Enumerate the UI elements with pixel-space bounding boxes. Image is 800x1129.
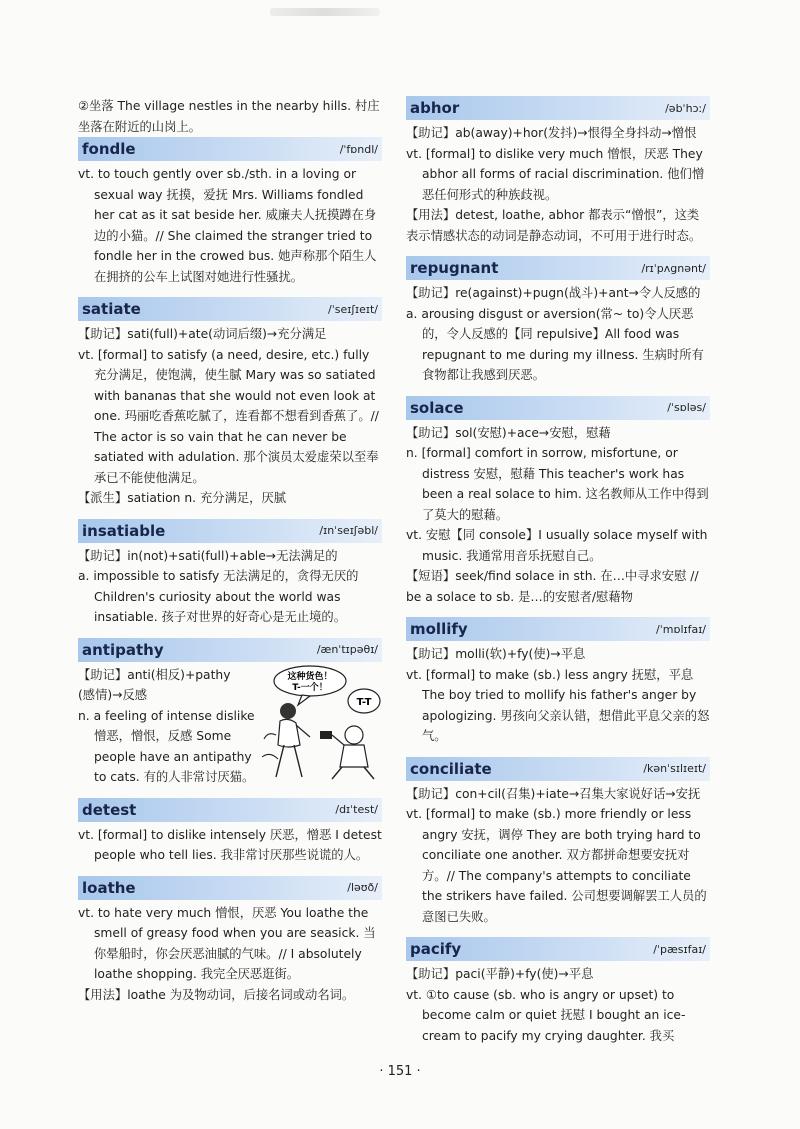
entry-mollify bbox=[406, 617, 710, 747]
pronunciation: /ˈmɒlɪfaɪ/ bbox=[656, 622, 706, 636]
entry-header bbox=[78, 638, 382, 662]
definition: vt. [formal] to satisfy (a need, desire, etc.) fully 充分满足，使饱满，使生腻 Mary was so satiated with bananas that she would not even look at one. 玛丽吃香蕉吃腻了，连看都不想看到香蕉了。// The actor is so vain that he can never be satiated with adulation. 那个演员太爱虚荣以至奉承已不能使他满足。 bbox=[78, 347, 379, 485]
definition: vt. [formal] to make (sb.) more friendly or less angry 安抚，调停 They are both trying hard to conciliate one another. 双方都拼命想要安抚对方。// The company's attempts to conciliate the strikers have failed. 公司想要调解罢工人员的意图已失败。 bbox=[406, 807, 707, 924]
usage-note: 【用法】loathe 为及物动词，后接名词或动名词。 bbox=[78, 987, 355, 1002]
pronunciation: /ˈseɪʃɪeɪt/ bbox=[328, 302, 378, 316]
definition: vt. [formal] to dislike intensely 厌恶，憎恶 I detest people who tell lies. 我非常讨厌那些说谎的人。 bbox=[78, 827, 382, 862]
mnemonic: 【助记】paci(平静)+fy(使)→平息 bbox=[406, 967, 594, 981]
entry-loathe bbox=[78, 876, 382, 1006]
entry-repugnant bbox=[406, 256, 710, 386]
headword: detest bbox=[82, 800, 137, 819]
headword: antipathy bbox=[82, 640, 164, 659]
definition: vt. to hate very much 憎恨，厌恶 You loathe the smell of greasy food when you are seasick. 当你晕船时，你会厌恶油腻的气味。// I absolutely loathe shopping. 我完全厌恶逛街。 bbox=[78, 905, 376, 981]
entry-header bbox=[78, 876, 382, 900]
entry-antipathy bbox=[78, 638, 382, 788]
left-column bbox=[78, 96, 382, 1015]
mnemonic: 【助记】ab(away)+hor(发抖)→恨得全身抖动→憎恨 bbox=[406, 126, 697, 140]
usage-note: 【用法】detest, loathe, abhor 都表示“憎恨”，这类表示情感状态的动词是静态动词，不可用于进行时态。 bbox=[406, 208, 702, 243]
continuation-text: ②坐落 The village nestles in the nearby hills. 村庄坐落在附近的山岗上。 bbox=[78, 99, 380, 134]
entry-header bbox=[406, 617, 710, 641]
definition-noun: n. [formal] comfort in sorrow, misfortune, or distress 安慰，慰藉 This teacher's work has been a real solace to him. 这名教师从工作中得到了莫大的慰藉。 bbox=[406, 446, 709, 522]
headword: solace bbox=[410, 398, 464, 417]
mnemonic: 【助记】in(not)+sati(full)+able→无法满足的 bbox=[78, 548, 338, 563]
mnemonic: 【助记】anti(相反)+pathy (感情)→反感 bbox=[78, 667, 231, 702]
running-header-mark bbox=[270, 8, 380, 16]
entry-header bbox=[406, 96, 710, 120]
pronunciation: /ænˈtɪpəθɪ/ bbox=[316, 643, 378, 656]
headword: insatiable bbox=[82, 521, 166, 540]
entry-header bbox=[78, 519, 382, 543]
definition: n. a feeling of intense dislike 憎恶，憎恨，反感 Some people have an antipathy to cats. 有的人非常讨厌猫。 bbox=[78, 708, 255, 784]
headword: loathe bbox=[82, 878, 136, 897]
headword: fondle bbox=[82, 140, 136, 158]
headword: abhor bbox=[410, 99, 460, 117]
cartoon-bubble-line2: T-一个！ bbox=[292, 682, 328, 693]
derived-forms: 【派生】satiation n. 充分满足，厌腻 bbox=[78, 491, 287, 505]
headword: mollify bbox=[410, 620, 468, 638]
cartoon-bubble-crying: T-T bbox=[356, 696, 372, 708]
definition: vt. [formal] to dislike very much 憎恨，厌恶 They abhor all forms of racial discrimination. 他们憎恶任何形式的种族歧视。 bbox=[406, 146, 705, 202]
mnemonic: 【助记】molli(软)+fy(使)→平息 bbox=[406, 647, 586, 661]
pronunciation: /rɪˈpʌgnənt/ bbox=[641, 261, 706, 275]
headword: repugnant bbox=[410, 259, 499, 277]
pronunciation: /ˈfɒndl/ bbox=[339, 142, 378, 156]
mnemonic: 【助记】re(against)+pugn(战斗)+ant→令人反感的 bbox=[406, 286, 701, 300]
definition: vt. to touch gently over sb./sth. in a loving or sexual way 抚摸，爱抚 Mrs. Williams fondled her cat as it sat beside her. 威廉夫人抚摸蹲在身边的小猫。// She claimed the stranger tried to fondle her in the crowed bus. 她声称那个陌生人在拥挤的公车上试图对她进行性骚扰。 bbox=[78, 167, 377, 284]
entry-fondle bbox=[78, 137, 382, 287]
pronunciation: /ˈpæsɪfaɪ/ bbox=[653, 942, 706, 956]
entry-header bbox=[406, 256, 710, 280]
antipathy-body bbox=[78, 665, 382, 788]
pronunciation: /ləʊð/ bbox=[347, 881, 378, 894]
pronunciation: /ɪnˈseɪʃəbl/ bbox=[319, 524, 378, 537]
mnemonic: 【助记】con+cil(召集)+iate→召集大家说好话→安抚 bbox=[406, 786, 701, 801]
entry-satiate bbox=[78, 297, 382, 509]
headword: satiate bbox=[82, 300, 141, 318]
entry-header bbox=[78, 798, 382, 822]
cartoon-bubble-line1: 这种货色！ bbox=[287, 671, 333, 682]
definition: a. impossible to satisfy 无法满足的，贪得无厌的 Children's curiosity about the world was insatiable. 孩子对世界的好奇心是无止境的。 bbox=[78, 569, 359, 624]
entry-solace bbox=[406, 396, 710, 608]
entry-detest bbox=[78, 798, 382, 866]
mnemonic: 【助记】sol(安慰)+ace→安慰，慰藉 bbox=[406, 425, 611, 440]
definition: vt. [formal] to make (sb.) less angry 抚慰，平息 The boy tried to mollify his father's anger by apologizing. 男孩向父亲认错，想借此平息父亲的怒气。 bbox=[406, 667, 710, 743]
page-number: · 151 · bbox=[379, 1064, 421, 1079]
entry-header bbox=[406, 757, 710, 781]
pronunciation: /ˈsɒləs/ bbox=[667, 401, 706, 414]
pronunciation: /dɪˈtest/ bbox=[335, 803, 378, 816]
pronunciation: /kənˈsɪlɪeɪt/ bbox=[643, 762, 706, 775]
entry-insatiable bbox=[78, 519, 382, 628]
entry-pacify bbox=[406, 937, 710, 1046]
definition: vt. ①to cause (sb. who is angry or upset) to become calm or quiet 抚慰 I bought an ice-cream to pacify my crying daughter. 我买 bbox=[406, 987, 686, 1043]
entry-header bbox=[78, 297, 382, 321]
cartoon-illustration bbox=[258, 661, 388, 783]
definition: a. arousing disgust or aversion(常~ to)令人厌恶的，令人反感的【同 repulsive】All food was repugnant to me during my illness. 生病时所有食物都让我感到厌恶。 bbox=[406, 306, 704, 382]
pronunciation: /əbˈhɔː/ bbox=[665, 101, 706, 115]
phrases: 【短语】seek/find solace in sth. 在…中寻求安慰 // be a solace to sb. 是…的安慰者/慰藉物 bbox=[406, 569, 699, 604]
right-column bbox=[406, 96, 710, 1056]
entry-header bbox=[78, 137, 382, 161]
entry-conciliate bbox=[406, 757, 710, 928]
definition-verb: vt. 安慰【同 console】I usually solace myself with music. 我通常用音乐抚慰自己。 bbox=[406, 528, 708, 563]
entry-header bbox=[406, 937, 710, 961]
headword: conciliate bbox=[410, 759, 492, 778]
headword: pacify bbox=[410, 940, 462, 958]
entry-header bbox=[406, 396, 710, 420]
entry-abhor bbox=[406, 96, 710, 246]
mnemonic: 【助记】sati(full)+ate(动词后缀)→充分满足 bbox=[78, 327, 327, 341]
